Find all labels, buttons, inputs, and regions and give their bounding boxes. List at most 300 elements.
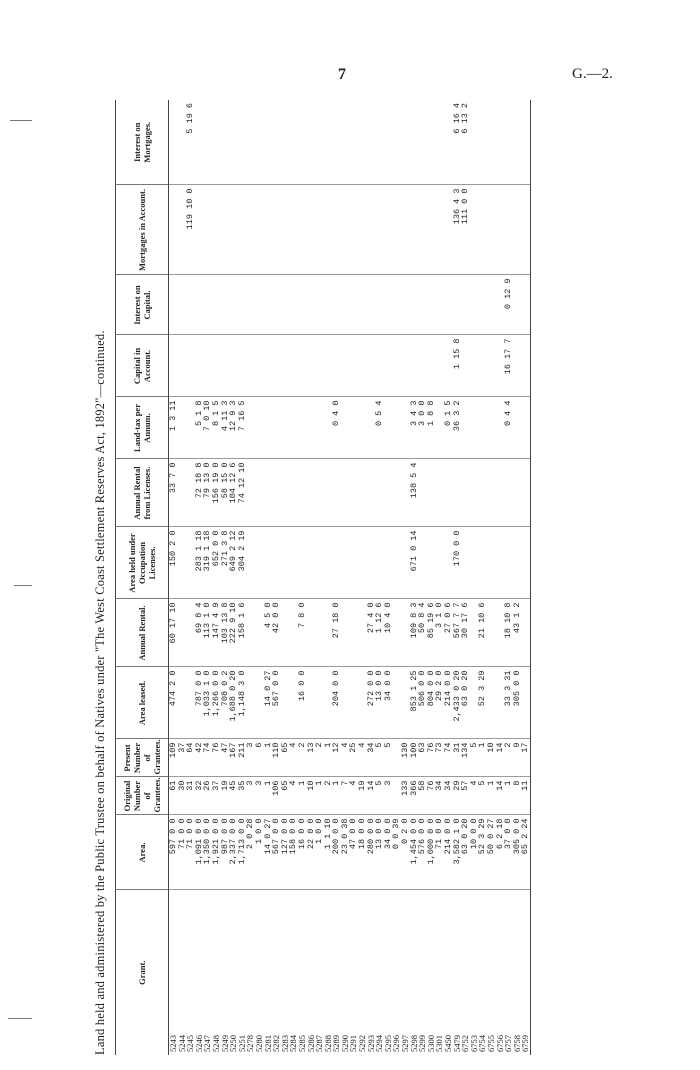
table-cell: 43 1 2 — [513, 599, 522, 667]
table-cell — [358, 185, 367, 275]
table-cell — [478, 275, 487, 335]
table-cell — [410, 275, 419, 335]
margin-mark-bottom — [8, 1018, 32, 1019]
table-cell — [178, 527, 187, 599]
table-cell: 214 0 0 — [444, 667, 453, 739]
table-cell — [513, 397, 522, 459]
column-header: Interest on Capital. — [116, 275, 169, 335]
table-cell: 1,091 0 0 — [195, 815, 204, 890]
table-cell — [384, 185, 393, 275]
table-cell — [513, 459, 522, 527]
table-cell — [264, 335, 273, 397]
table-cell: 4 — [358, 739, 367, 777]
table-row — [246, 100, 255, 1055]
table-row — [384, 100, 393, 1055]
grant-number-cell: 6758 — [513, 890, 522, 1055]
table-cell — [358, 335, 367, 397]
table-cell: 106 — [272, 777, 281, 815]
table-cell: 150 2 0 — [169, 527, 178, 599]
table-cell: 652 0 0 — [212, 527, 221, 599]
table-cell: 170 0 0 — [453, 527, 462, 599]
table-cell: 283 1 18 — [195, 527, 204, 599]
table-row — [315, 100, 324, 1055]
table-cell — [221, 335, 230, 397]
table-cell — [427, 335, 436, 397]
table-cell: 17 — [521, 739, 530, 777]
table-cell — [384, 275, 393, 335]
table-row — [178, 100, 187, 1055]
table-cell — [444, 275, 453, 335]
table-cell: 14 0 27 — [264, 667, 273, 739]
grant-number-cell: 5297 — [401, 890, 410, 1055]
table-cell: 65 2 24 — [521, 815, 530, 890]
table-cell: 60 17 10 — [169, 599, 178, 667]
table-cell: 156 19 0 — [212, 459, 221, 527]
table-cell — [186, 335, 195, 397]
table-cell — [178, 397, 187, 459]
table-cell — [470, 527, 479, 599]
table-cell: 1 15 8 — [453, 335, 462, 397]
table-cell — [272, 459, 281, 527]
table-cell — [367, 100, 376, 185]
table-cell — [349, 185, 358, 275]
table-cell: 6 16 4 — [451, 103, 462, 134]
table-cell: 27 4 0 — [367, 599, 376, 667]
table-cell — [496, 100, 505, 185]
table-cell — [281, 275, 290, 335]
table-cell — [392, 459, 401, 527]
table-cell — [521, 335, 530, 397]
table-cell: 29 — [453, 777, 462, 815]
grant-number-cell: 5248 — [212, 890, 221, 1055]
table-cell — [435, 185, 444, 275]
grant-number-cell: 5245 — [186, 890, 195, 1055]
table-cell — [349, 527, 358, 599]
grant-number-cell: 5251 — [238, 890, 247, 1055]
table-cell — [324, 275, 333, 335]
table-cell: 0 4 0 — [332, 397, 341, 459]
table-cell: 12 9 3 — [229, 397, 238, 459]
table-cell: 12 — [332, 739, 341, 777]
column-header: Present Number of Grantees. — [116, 739, 169, 777]
table-cell — [349, 335, 358, 397]
table-cell — [289, 185, 298, 275]
table-cell — [478, 527, 487, 599]
table-cell: 30 — [178, 777, 187, 815]
table-cell — [238, 335, 247, 397]
table-cell: 22 0 0 — [307, 815, 316, 890]
table-cell — [246, 397, 255, 459]
table-cell — [324, 185, 333, 275]
table-cell — [264, 527, 273, 599]
table-cell: 74 12 10 — [238, 459, 247, 527]
table-cell — [178, 275, 187, 335]
table-cell: 5 — [478, 777, 487, 815]
table-cell: 5 — [375, 739, 384, 777]
table-row — [375, 100, 384, 1055]
grant-number-cell: 5296 — [392, 890, 401, 1055]
table-cell: 16 0 0 — [298, 815, 307, 890]
table-cell — [487, 275, 496, 335]
table-cell — [392, 667, 401, 739]
table-cell — [375, 459, 384, 527]
grant-number-cell: 5450 — [444, 890, 453, 1055]
table-cell: 1,688 0 20 — [229, 667, 238, 739]
table-row — [169, 100, 178, 1055]
table-cell — [289, 100, 298, 185]
table-cell: 65 — [281, 739, 290, 777]
table-cell: 35 — [238, 777, 247, 815]
table-cell: 1 8 8 — [427, 397, 436, 459]
table-cell — [496, 185, 505, 275]
table-cell: 52 3 29 — [478, 667, 487, 739]
table-cell: 34 — [444, 777, 453, 815]
table-cell — [281, 397, 290, 459]
table-cell — [315, 397, 324, 459]
page-number: 7 — [338, 66, 346, 83]
table-cell: 76 — [427, 777, 436, 815]
table-cell — [281, 185, 290, 275]
table-cell — [418, 185, 427, 275]
table-cell: 304 2 19 — [238, 527, 247, 599]
table-cell — [418, 275, 427, 335]
table-cell — [255, 459, 264, 527]
table-cell — [272, 527, 281, 599]
table-cell — [255, 335, 264, 397]
table-cell — [246, 599, 255, 667]
table-cell — [341, 185, 350, 275]
grant-number-cell: 5283 — [281, 890, 290, 1055]
table-cell — [392, 185, 401, 275]
table-cell — [470, 397, 479, 459]
table-cell: 1,454 0 0 — [410, 815, 419, 890]
table-cell — [444, 459, 453, 527]
table-cell: 2,337 0 0 — [229, 815, 238, 890]
table-cell: 567 7 7 — [453, 599, 462, 667]
table-cell — [272, 397, 281, 459]
table-cell: 1,921 0 0 — [212, 815, 221, 890]
table-cell — [332, 527, 341, 599]
table-cell — [513, 527, 522, 599]
table-cell: 158 1 6 — [238, 599, 247, 667]
table-cell: 9 — [513, 739, 522, 777]
table-cell: 57 — [461, 777, 470, 815]
table-cell: 104 12 6 — [229, 459, 238, 527]
table-cell: 200 0 0 — [332, 815, 341, 890]
table-cell: 63 0 20 — [461, 667, 470, 739]
table-cell: 69 8 4 — [195, 599, 204, 667]
table-cell — [392, 599, 401, 667]
table-cell — [246, 185, 255, 275]
table-cell: 1 — [298, 777, 307, 815]
table-cell — [349, 397, 358, 459]
table-cell: 3 — [384, 777, 393, 815]
table-cell: 5 19 6 — [185, 103, 196, 134]
table-cell — [307, 335, 316, 397]
table-cell — [307, 397, 316, 459]
table-cell — [212, 185, 221, 275]
grant-number-cell: 5280 — [255, 890, 264, 1055]
table-cell — [272, 335, 281, 397]
table-cell — [255, 527, 264, 599]
table-cell — [504, 459, 513, 527]
table-cell — [392, 335, 401, 397]
table-cell — [169, 185, 178, 275]
table-cell: 138 5 4 — [410, 459, 419, 527]
table-cell: 3 4 3 — [410, 397, 419, 459]
table-cell — [298, 397, 307, 459]
column-header: Grant. — [116, 890, 169, 1055]
table-cell: 30 17 6 — [461, 599, 470, 667]
parliamentary-series: G.—2. — [572, 66, 613, 82]
table-cell — [212, 100, 221, 185]
table-cell: 34 0 0 — [384, 815, 393, 890]
table-cell: 32 — [195, 777, 204, 815]
table-row — [358, 100, 367, 1055]
table-cell — [272, 100, 281, 185]
table-cell: 474 2 0 — [169, 667, 178, 739]
table-cell — [349, 275, 358, 335]
table-cell — [255, 397, 264, 459]
table-cell — [504, 527, 513, 599]
table-cell — [332, 459, 341, 527]
table-cell — [496, 459, 505, 527]
table-cell: 2 — [324, 777, 333, 815]
table-cell: 14 — [496, 739, 505, 777]
table-cell: 1 — [504, 777, 513, 815]
table-row — [255, 100, 264, 1055]
table-cell: 65 — [281, 777, 290, 815]
column-header: Mortgages in Account. — [116, 185, 169, 275]
table-cell: 7 — [341, 777, 350, 815]
grant-number-cell: 5299 — [418, 890, 427, 1055]
table-cell: 61 — [169, 777, 178, 815]
grant-number-cell: 5246 — [195, 890, 204, 1055]
table-cell: 42 — [195, 739, 204, 777]
table-cell — [487, 667, 496, 739]
table-cell — [298, 100, 307, 185]
grant-number-cell: 6755 — [487, 890, 496, 1055]
table-cell — [298, 335, 307, 397]
table-cell — [281, 667, 290, 739]
table-cell — [238, 275, 247, 335]
column-header: Land-tax per Annum. — [116, 397, 169, 459]
table-cell: 1,000 0 0 — [427, 815, 436, 890]
table-cell — [427, 527, 436, 599]
table-cell — [470, 185, 479, 275]
table-cell — [264, 185, 273, 275]
table-cell: 34 — [435, 777, 444, 815]
column-header: Interest on Mortgages. — [116, 100, 169, 185]
table-cell: 18 0 0 — [358, 815, 367, 890]
table-cell — [453, 275, 462, 335]
table-cell — [487, 599, 496, 667]
table-cell: 280 0 0 — [367, 815, 376, 890]
table-cell — [401, 185, 410, 275]
table-cell — [349, 100, 358, 185]
table-cell: 33 3 31 — [504, 667, 513, 739]
grant-number-cell: 5244 — [178, 890, 187, 1055]
table-cell: 58 — [418, 777, 427, 815]
table-cell: 119 10 0 — [186, 185, 195, 275]
table-cell: 2 — [298, 739, 307, 777]
table-cell — [487, 335, 496, 397]
table-cell: 10 — [487, 739, 496, 777]
table-cell — [203, 275, 212, 335]
table-cell — [435, 335, 444, 397]
table-cell: 42 0 0 — [272, 599, 281, 667]
table-cell — [229, 100, 238, 185]
table-row — [367, 100, 376, 1055]
table-cell — [504, 100, 513, 185]
table-row — [401, 100, 410, 1055]
grant-number-cell: 6759 — [521, 890, 530, 1055]
table-cell — [358, 275, 367, 335]
table-cell — [315, 185, 324, 275]
table-cell — [427, 459, 436, 527]
table-cell: 74 — [203, 739, 212, 777]
table-cell — [289, 397, 298, 459]
grant-number-cell: 5250 — [229, 890, 238, 1055]
table-cell: 11 — [521, 777, 530, 815]
table-cell: 71 0 0 — [178, 815, 187, 890]
table-row — [435, 100, 444, 1055]
table-cell — [375, 527, 384, 599]
table-cell: 71 0 0 — [435, 815, 444, 890]
table-cell: 109 8 3 — [410, 599, 419, 667]
table-cell — [298, 185, 307, 275]
table-cell: 19 — [221, 777, 230, 815]
table-cell: 567 0 0 — [272, 667, 281, 739]
column-header: Area leased. — [116, 667, 169, 739]
table-row — [332, 100, 341, 1055]
table-row — [272, 100, 281, 1055]
table-row — [521, 100, 530, 1055]
table-cell: 103 13 8 — [221, 599, 230, 667]
table-cell — [307, 667, 316, 739]
table-cell — [221, 100, 230, 185]
table-cell — [349, 599, 358, 667]
table-cell — [195, 100, 204, 185]
table-cell — [169, 100, 178, 185]
table-cell: 50 0 27 — [487, 815, 496, 890]
table-cell: 109 — [169, 739, 178, 777]
table-cell — [178, 459, 187, 527]
table-row — [410, 100, 419, 1055]
table-cell — [203, 185, 212, 275]
table-cell — [255, 275, 264, 335]
land-table — [115, 100, 531, 1055]
table-cell — [358, 397, 367, 459]
table-cell: 1 — [315, 777, 324, 815]
table-cell — [410, 185, 419, 275]
table-header — [116, 100, 169, 1055]
grant-number-cell: 5301 — [435, 890, 444, 1055]
table-cell — [324, 527, 333, 599]
table-cell — [427, 185, 436, 275]
table-cell — [307, 459, 316, 527]
table-cell — [410, 100, 419, 185]
table-cell — [289, 335, 298, 397]
table-cell — [375, 275, 384, 335]
table-cell: 63 — [418, 739, 427, 777]
table-row — [264, 100, 273, 1055]
table-cell: 5 — [470, 739, 479, 777]
table-cell: 73 — [435, 739, 444, 777]
table-cell — [238, 185, 247, 275]
table-cell — [478, 397, 487, 459]
table-cell: 21 10 6 — [478, 599, 487, 667]
table-row — [427, 100, 436, 1055]
rotated-content — [85, 100, 645, 1055]
table-cell — [264, 397, 273, 459]
table-body — [169, 100, 531, 1055]
grant-number-cell: 5294 — [375, 890, 384, 1055]
table-cell — [367, 335, 376, 397]
table-cell: 4 5 0 — [264, 599, 273, 667]
table-cell: 0 0 39 — [392, 815, 401, 890]
table-cell — [186, 275, 195, 335]
table-cell: 3 — [246, 777, 255, 815]
table-cell — [461, 459, 470, 527]
grant-number-cell: 6757 — [504, 890, 513, 1055]
table-cell: 6 — [255, 739, 264, 777]
table-cell: 6 13 2 — [460, 103, 471, 134]
grant-number-cell: 5247 — [203, 890, 212, 1055]
table-row — [461, 100, 470, 1055]
table-row — [289, 100, 298, 1055]
table-cell: 37 — [178, 739, 187, 777]
table-cell — [341, 100, 350, 185]
table-cell — [418, 527, 427, 599]
table-cell — [521, 667, 530, 739]
table-cell — [487, 527, 496, 599]
grant-number-cell: 5479 — [453, 890, 462, 1055]
table-cell — [392, 527, 401, 599]
table-cell: 305 0 0 — [513, 815, 522, 890]
table-cell — [315, 667, 324, 739]
table-cell — [238, 100, 247, 185]
table-cell: 4 — [470, 777, 479, 815]
table-cell — [487, 100, 496, 185]
table-cell — [453, 459, 462, 527]
table-cell — [435, 527, 444, 599]
margin-mark-top — [10, 120, 32, 121]
table-cell: 2 0 28 — [246, 815, 255, 890]
table-cell: 1,266 0 0 — [212, 667, 221, 739]
table-cell: 3 0 0 — [418, 397, 427, 459]
table-cell — [349, 459, 358, 527]
table-cell: 7 0 10 — [203, 397, 212, 459]
table-cell: 16 0 0 — [298, 667, 307, 739]
table-cell: 45 — [229, 777, 238, 815]
table-cell — [367, 459, 376, 527]
table-cell: 4 — [341, 739, 350, 777]
table-cell: 1 — [487, 777, 496, 815]
table-cell — [315, 527, 324, 599]
table-cell — [384, 100, 393, 185]
table-cell: 134 — [461, 739, 470, 777]
table-cell: 204 0 0 — [332, 667, 341, 739]
table-cell — [487, 459, 496, 527]
table-cell — [521, 275, 530, 335]
table-row — [186, 100, 195, 1055]
table-cell: 804 0 0 — [427, 667, 436, 739]
table-cell — [341, 397, 350, 459]
table-row — [281, 100, 290, 1055]
table-row — [195, 100, 204, 1055]
table-cell — [513, 275, 522, 335]
